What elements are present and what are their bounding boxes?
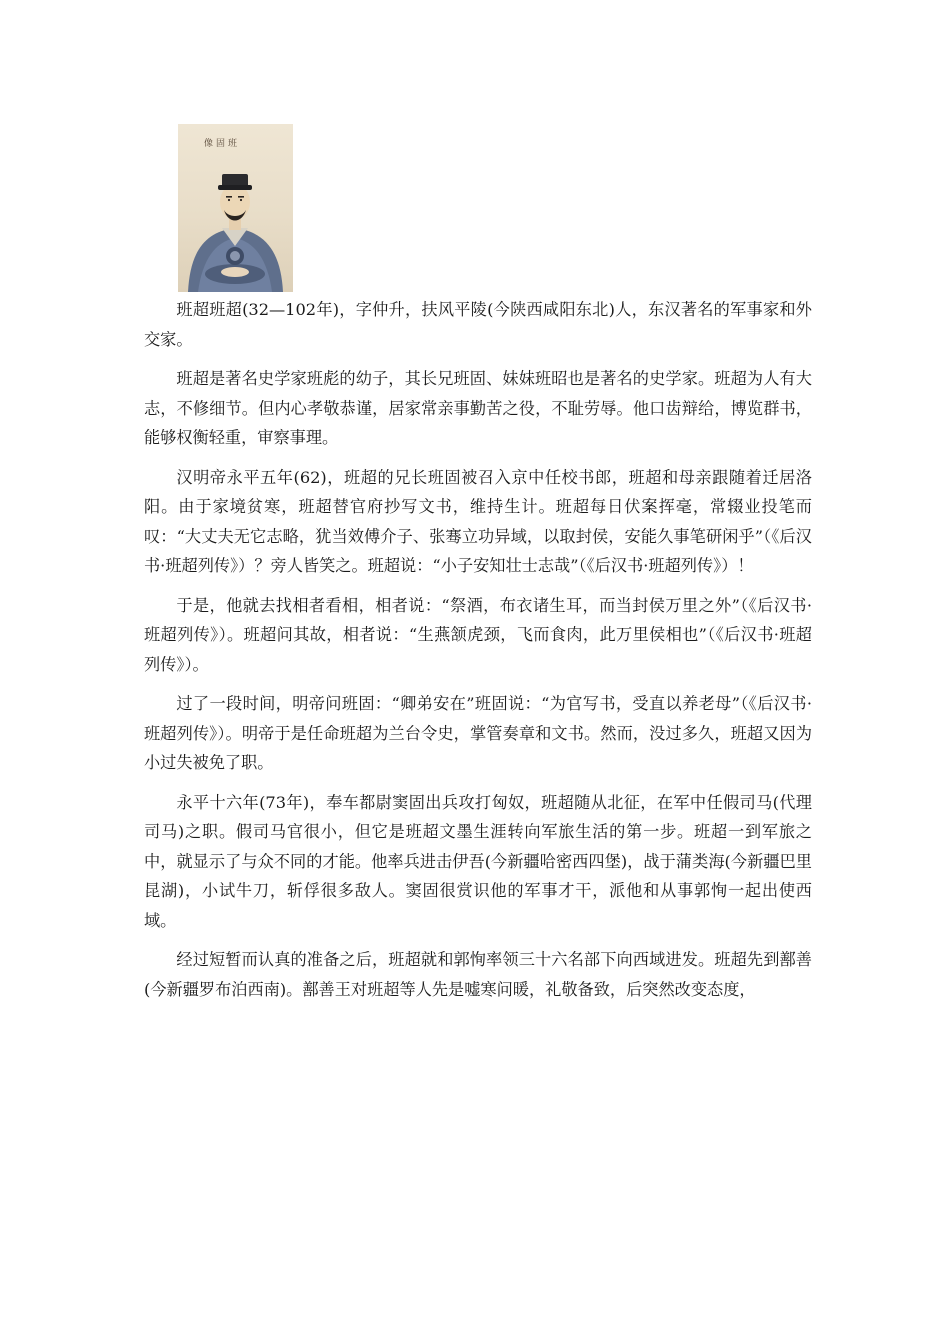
paragraph-6: 永平十六年(73年)，奉车都尉窦固出兵攻打匈奴，班超随从北征，在军中任假司马(代理司马)之职。假司马官很小，但它是班超文墨生涯转向军旅生活的第一步。班超一到军旅之中，就显示了与众不同的才能。他率兵进击伊吾(今新疆哈密西四堡)，战于蒲类海(今新疆巴里昆湖)，小试牛刀，斩俘很多敌人。窦固很赏识他的军事才干，派他和从事郭恂一起出使西域。 bbox=[144, 792, 812, 930]
article-body bbox=[144, 295, 812, 1014]
paragraph-4: 于是，他就去找相者看相，相者说：“祭酒，布衣诸生耳，而当封侯万里之外”（《后汉书·班超列传》）。班超问其故，相者说：“生燕颔虎颈，飞而食肉，此万里侯相也”（《后汉书·班超列传》）。 bbox=[144, 595, 812, 674]
portrait-image bbox=[178, 124, 293, 292]
portrait-inscription-1: 班 bbox=[228, 139, 238, 149]
portrait-inscription-2: 固 bbox=[216, 139, 226, 149]
portrait-figure bbox=[178, 124, 293, 292]
paragraph-3: 汉明帝永平五年(62)，班超的兄长班固被召入京中任校书郎，班超和母亲跟随着迁居洛阳。由于家境贫寒，班超替官府抄写文书，维持生计。班超每日伏案挥毫，常辍业投笔而叹：“大丈夫无它志略，犹当效傅介子、张骞立功异域，以取封侯，安能久事笔研闲乎”（《后汉书·班超列传》）？旁人皆笑之。班超说：“小子安知壮士志哉”（《后汉书·班超列传》）！ bbox=[144, 467, 812, 575]
paragraph-5: 过了一段时间，明帝问班固：“卿弟安在”班固说：“为官写书，受直以养老母”（《后汉书·班超列传》）。明帝于是任命班超为兰台令史，掌管奏章和文书。然而，没过多久，班超又因为小过失被免了职。 bbox=[144, 694, 812, 772]
paragraph-2: 班超是著名史学家班彪的幼子，其长兄班固、妹妹班昭也是著名的史学家。班超为人有大志，不修细节。但内心孝敬恭谨，居家常亲事勤苦之役，不耻劳辱。他口齿辩给，博览群书，能够权衡轻重，审察事理。 bbox=[144, 369, 812, 447]
paragraph-1: 班超班超(32—102年)，字仲升，扶风平陵(今陕西咸阳东北)人，东汉著名的军事家和外交家。 bbox=[144, 300, 812, 349]
portrait-inscription-3: 像 bbox=[204, 139, 214, 149]
paragraph-7: 经过短暂而认真的准备之后，班超就和郭恂率领三十六名部下向西域进发。班超先到鄯善(今新疆罗布泊西南)。鄯善王对班超等人先是嘘寒问暖，礼敬备致，后突然改变态度， bbox=[144, 950, 812, 999]
